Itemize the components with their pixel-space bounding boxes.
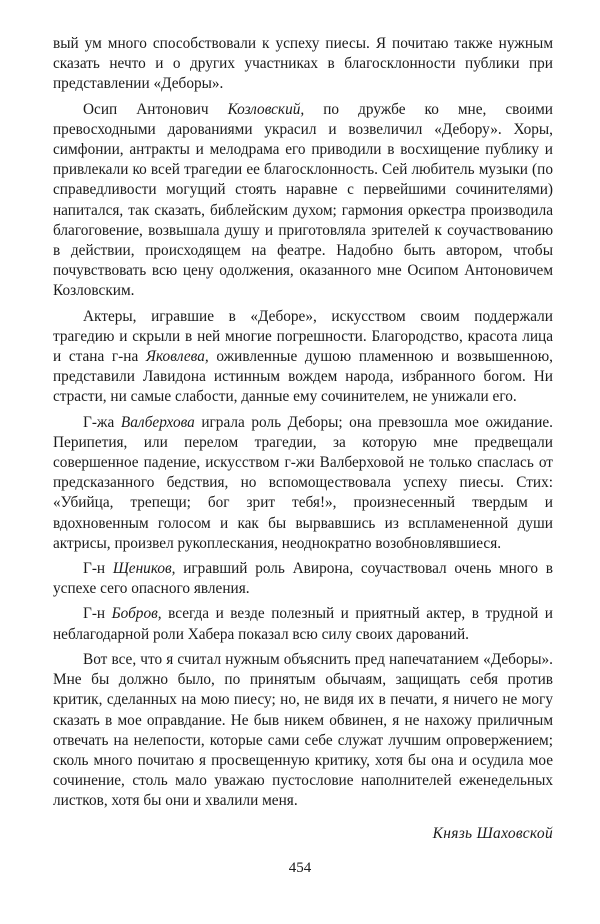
- text-run: оживленные душою пламенною и возвышенною, представили Лавидона истинным вождем народа, избранного богом. Ни страсти, ни самые слабости, данные ему сочинителем, не унижали его.: [53, 348, 553, 406]
- paragraph-continuation: [53, 34, 553, 95]
- page-number: 454: [288, 860, 312, 876]
- text-run: по дружбе ко мне, своими превосходными дарованиями украсил и возвеличил «Дебору». Хоры, симфонии, антракты и мелодрама его приводили в восхищение публику и привлекали ко всей трагедии ее благосклонность. Сей любитель музыки (по справедливости могущий стоять наравне с первейшими сочинителями) напитался, так сказать, библейским духом; гармония оркестра производила благоговение, возвышала душу и приготовляла зрителей к соучаствованию в действии, происходящем на феатре. Надобно быть автором, чтобы почувствовать всю цену одолжения, оказанного мне Осипом Антоновичем Козловским.: [53, 100, 553, 300]
- italic-name: Валберхова: [120, 413, 195, 431]
- body-text: [53, 34, 553, 817]
- paragraph-walberkhova: [53, 413, 553, 554]
- paragraph-closing: [53, 650, 553, 812]
- text-run: вый ум много способствовали к успеху пиесы. Я почитаю также нужным сказать нечто и о других участниках в благосклонности публики при представлении «Деборы».: [53, 35, 553, 93]
- text-run: Актеры, игравшие в «Деборе», искусством своим поддержали трагедию и скрыли в ней многие погрешности. Благородство, красота лица и стана г-на: [53, 307, 553, 366]
- paragraph-shchenikov: [53, 559, 553, 599]
- text-run: Г-жа: [83, 413, 121, 431]
- text-run: Г-н: [83, 605, 112, 623]
- paragraph-kozlovsky: [53, 100, 553, 302]
- italic-name: Яковлева,: [145, 348, 209, 366]
- text-run: игравший роль Авирона, соучаствовал очень много в успехе сего опасного явления.: [53, 560, 553, 598]
- italic-name: Щеников,: [112, 560, 176, 578]
- text-run: всегда и везде полезный и приятный актер, в трудной и неблагодарной роли Хабера показал всю силу своих дарований.: [53, 605, 553, 643]
- italic-name: Козловский,: [227, 100, 305, 118]
- author-signature: Князь Шаховской: [432, 825, 553, 842]
- text-run: Вот все, что я считал нужным объяснить пред напечатанием «Деборы». Мне бы должно было, по принятым обычаям, защищать себя против критик, сделанных на мою пиесу; но, не видя их в печати, я ничего не могу сказать в мое оправдание. Не быв никем обвинен, я не нахожу приличным отвечать на нелепости, которые сами себе служат лучшим опровержением; сколь много почитаю я просвещенную критику, хотя бы она и осудила мое сочинение, столь мало уважаю пустословие наполнителей еженедельных листков, хотя бы они и хвалили меня.: [53, 650, 553, 810]
- paragraph-bobrov: [53, 604, 553, 644]
- paragraph-actors: [53, 307, 553, 408]
- text-run: Г-н: [83, 560, 113, 578]
- text-run: играла роль Деборы; она превзошла мое ожидание. Перипетия, или перелом трагедии, за которую мне предвещали совершенное падение, искусством г-жи Валберховой не только спаслась от предсказанного бедствия, но вспомоществовала успеху пиесы. Стих: «Убийца, трепещи; бог зрит тебя!», произнесенный твердым и вдохновенным голосом и как бы вырвавшись из вспламененной души актрисы, произвел рукоплескания, неоднократно возобновлявшиеся.: [53, 413, 554, 552]
- text-run: Осип Антонович: [83, 100, 228, 118]
- italic-name: Бобров,: [111, 605, 162, 623]
